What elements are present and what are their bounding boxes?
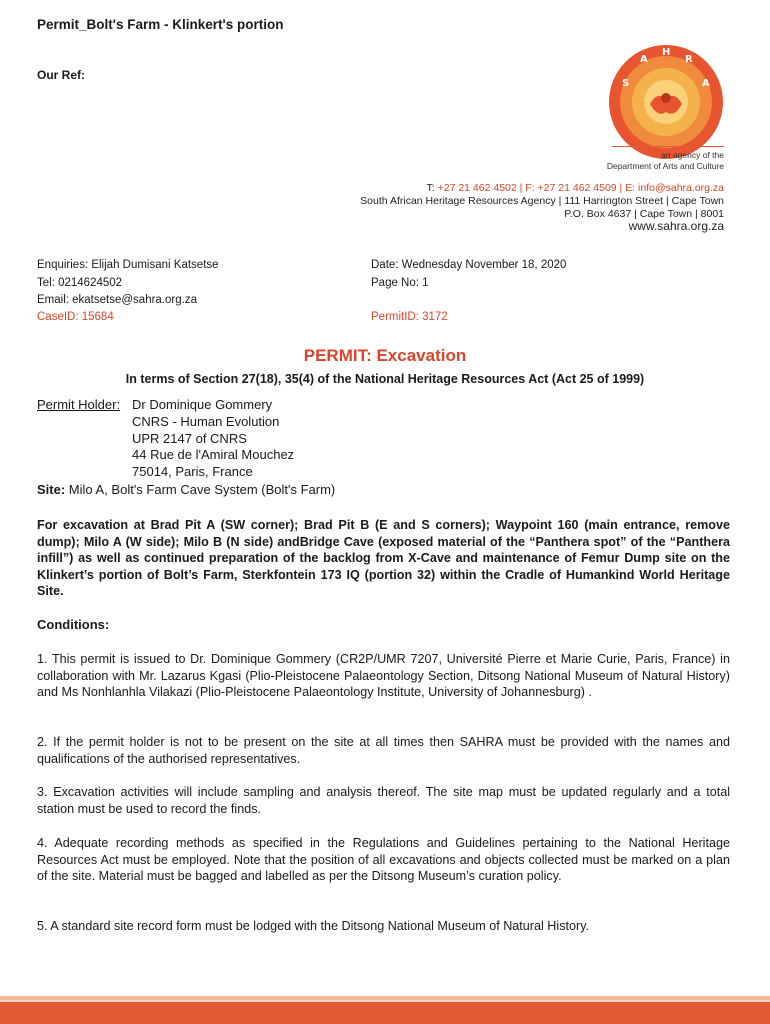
agency-po-box: P.O. Box 4637 | Cape Town | 8001 (564, 208, 724, 220)
site-value: Milo A, Bolt's Farm Cave System (Bolt's Farm) (68, 482, 336, 497)
case-id: CaseID: 15684 (37, 311, 114, 323)
contact-phone-prefix: T: (426, 182, 438, 194)
condition-item: 1. This permit is issued to Dr. Dominique Gommery (CR2P/UMR 7207, Université Pierre et Marie Curie, Paris, France) in collaboration with Mr. Lazarus Kgasi (Plio-Pleistocene Palaeontology Section, Ditsong National Museum of Natural History) and Ms Nonhlanhla Vilakazi (Plio-Pleistocene Palaeontology Institute, University of Johannesburg) . (37, 652, 730, 700)
permit-id: PermitID: 3172 (371, 311, 448, 323)
date-line: Date: Wednesday November 18, 2020 (371, 259, 567, 271)
holder-name: Dr Dominique Gommery (132, 397, 273, 412)
condition-item: 4. Adequate recording methods as specified in the Regulations and Guidelines pertaining to the National Heritage Resources Act must be employed. Note that the position of all excavations and objects collected must be marked on a plan of the site. Material must be bagged and labelled as per the Ditsong Museum’s curation policy. (37, 836, 730, 884)
tel-line: Tel: 0214624502 (37, 277, 123, 289)
document-title: Permit_Bolt's Farm - Klinkert's portion (37, 17, 284, 32)
holder-organisation: CNRS - Human Evolution (132, 414, 280, 429)
logo-letter-s: S (622, 78, 630, 89)
agency-divider (612, 146, 724, 147)
enquiries-line: Enquiries: Elijah Dumisani Katsetse (37, 259, 219, 271)
agency-website-link[interactable]: www.sahra.org.za (628, 219, 724, 233)
holder-street: 44 Rue de l'Amiral Mouchez (132, 447, 295, 462)
agency-address: South African Heritage Resources Agency | 111 Harrington Street | Cape Town (360, 195, 724, 207)
permit-scope: For excavation at Brad Pit A (SW corner); Brad Pit B (E and S corners); Waypoint 160 (main entrance, remove dump); Milo A (W side); Milo B (N side) andBridge Cave (exposed material of the “Panthera spot” of the “Panthera infill”) as well as continued preparation of the backlog from X-Cave and maintenance of Femur Dump site on the Klinkert’s portion of Bolt’s Farm, Sterkfontein 173 IQ (portion 32) within the Cradle of Humankind World Heritage Site. (37, 518, 730, 599)
site-label: Site: (37, 482, 66, 497)
our-ref-label: Our Ref: (37, 68, 85, 82)
logo-letter-h: H (662, 47, 671, 58)
department-text: Department of Arts and Culture (606, 161, 724, 171)
holder-unit: UPR 2147 of CNRS (132, 431, 247, 446)
logo-letter-a: A (640, 54, 648, 65)
contact-phone-value[interactable]: +27 21 462 4502 | F: +27 21 462 4509 | E: info@sahra.org.za (437, 182, 724, 194)
footer-bar (0, 1002, 770, 1024)
legal-section-reference: In terms of Section 27(18), 35(4) of the National Heritage Resources Act (Act 25 of 1999) (125, 372, 645, 386)
page-number: Page No: 1 (371, 277, 429, 289)
email-line[interactable]: Email: ekatsetse@sahra.org.za (37, 294, 197, 306)
contact-phone-line (427, 182, 725, 194)
permit-holder-label: Permit Holder: (37, 397, 121, 412)
conditions-heading: Conditions: (37, 617, 110, 632)
agency-of-text: an agency of the (661, 150, 724, 160)
sahra-logo (606, 42, 726, 162)
agency-affiliation (607, 150, 724, 172)
permit-title: PERMIT: Excavation (303, 346, 467, 365)
holder-city: 75014, Paris, France (132, 464, 253, 479)
logo-letter-r: R (685, 54, 693, 65)
condition-item: 5. A standard site record form must be lodged with the Ditsong National Museum of Natural History. (37, 919, 590, 933)
condition-item: 3. Excavation activities will include sampling and analysis thereof. The site map must be updated regularly and a total station must be used to record the finds. (37, 785, 730, 816)
condition-item: 2. If the permit holder is not to be present on the site at all times then SAHRA must be provided with the names and qualifications of the authorised representatives. (37, 735, 730, 766)
logo-letter-a2: A (702, 78, 710, 89)
site-line (37, 482, 335, 497)
